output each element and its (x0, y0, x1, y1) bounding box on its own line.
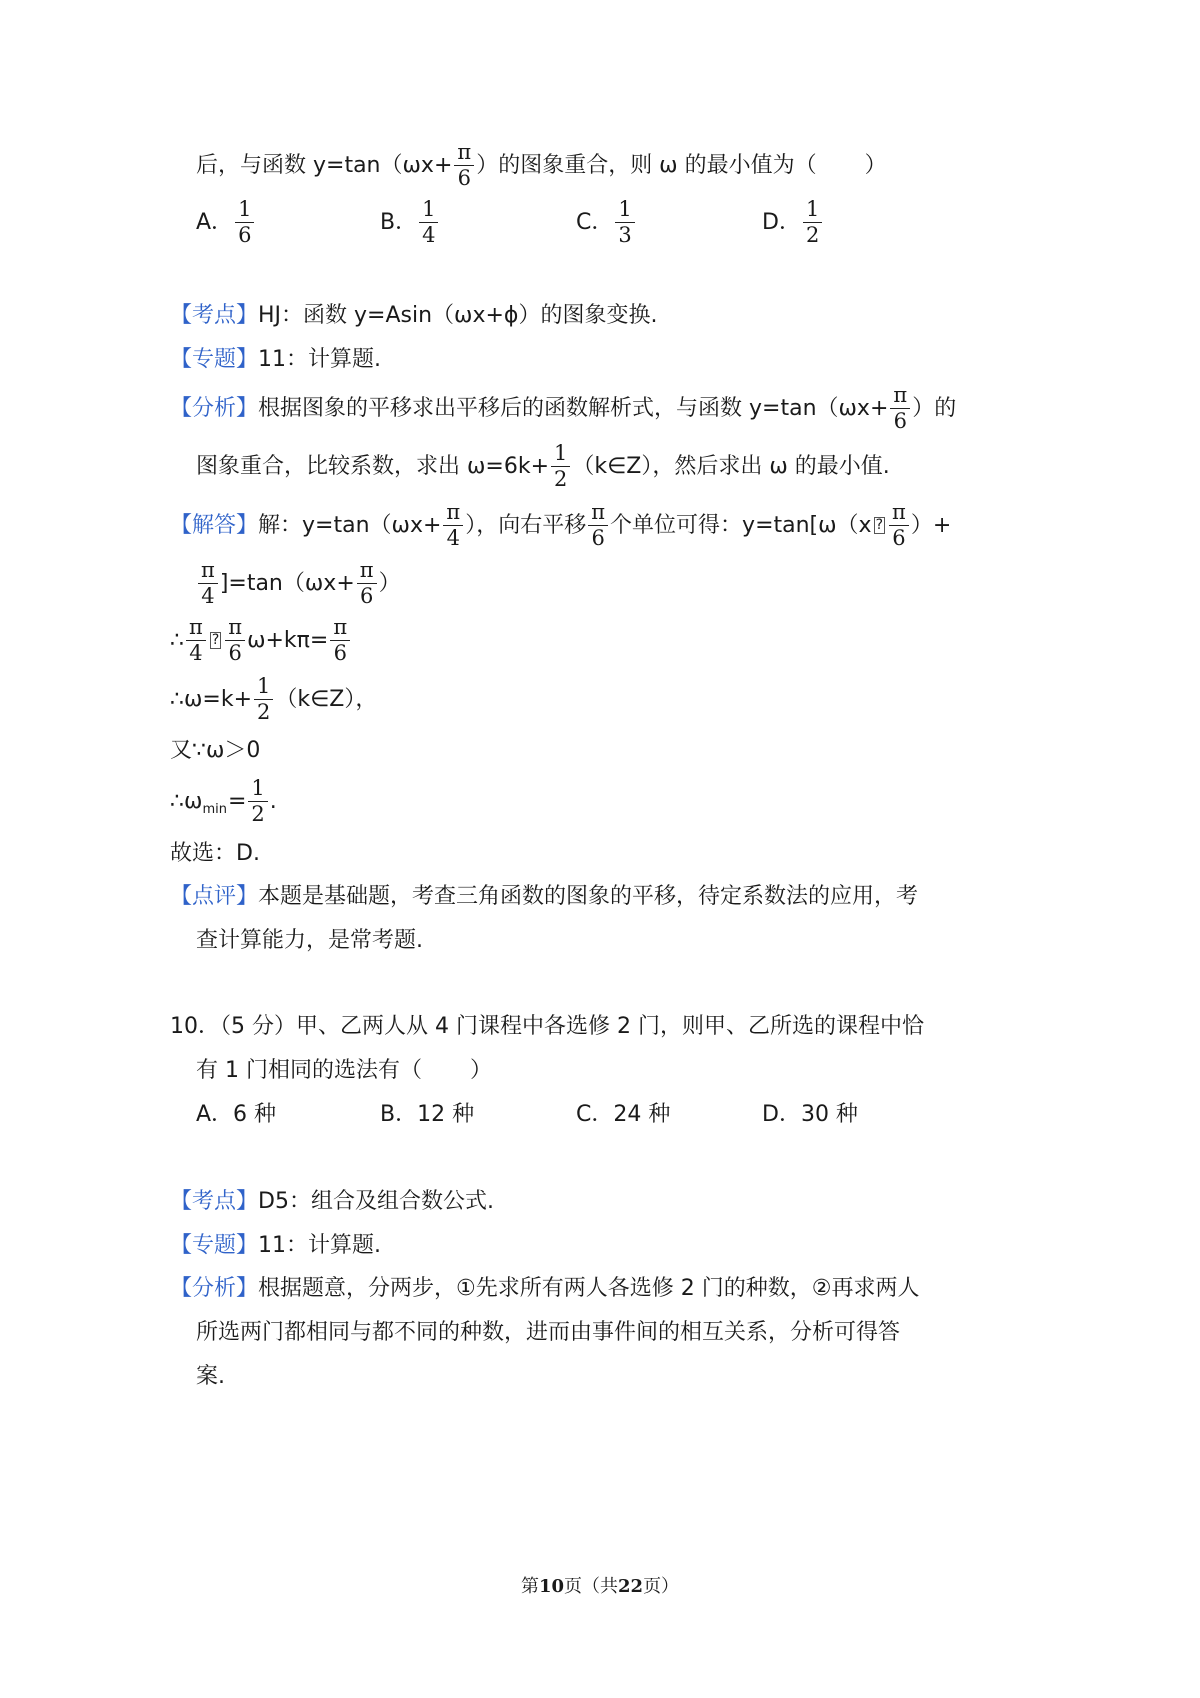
q10-zhuanti: 【专题】 11：计算题. (170, 1233, 382, 1258)
section-tag: 【专题】 (170, 347, 259, 372)
fraction: $\frac{1}{2}$ (248, 778, 267, 825)
fraction: $\frac{1}{4}$ (419, 199, 438, 246)
section-tag: 【考点】 (170, 303, 259, 328)
fraction: $\frac{1}{2}$ (803, 199, 822, 246)
q9-dianping-line-2: 查计算能力，是常考题. (196, 928, 423, 953)
q9-jieda-line-4: ∴ ω=k+ $\frac{1}{2}$ （k∈Z）， (170, 674, 378, 724)
fraction: $\frac{\pi}{6}$ (330, 617, 350, 664)
q9-dianping-line-1: 【点评】 本题是基础题，考查三角函数的图象的平移，待定系数法的应用，考 (170, 884, 919, 909)
q10-option-c: C．24 种 (576, 1102, 671, 1127)
fraction: $\frac{1}{2}$ (254, 676, 273, 723)
page-footer: 第10页（共22页） (520, 1576, 680, 1597)
q9-kaodian: 【考点】 HJ：函数 y=Asin（ωx+ϕ）的图象变换. (170, 303, 658, 328)
q9-zhuanti: 【专题】 11：计算题. (170, 347, 382, 372)
q9-guxuan: 故选：D. (170, 841, 260, 866)
therefore-symbol: ∴ (170, 686, 184, 712)
q9-stem-text-end: ）的图象重合，则 ω 的最小值为（ (476, 152, 817, 178)
page-number: 10 (538, 1576, 564, 1597)
q9-jieda-line-5: 又∵ω＞0 (170, 738, 261, 763)
paren-close: ） (864, 152, 887, 178)
fraction: $\frac{1}{6}$ (235, 199, 254, 246)
section-tag: 【考点】 (170, 1189, 259, 1214)
q9-jieda-line-3: ∴ $\frac{\pi}{4}$ ? $\frac{\pi}{6}$ ω+kπ= $\frac{\pi}{6}$ (170, 617, 352, 664)
q10-kaodian: 【考点】 D5：组合及组合数公式. (170, 1189, 494, 1214)
fraction: $\frac{\pi}{6}$ (225, 617, 245, 664)
q10-stem-line-2: 有 1 门相同的选法有（ ） (196, 1058, 492, 1083)
missing-glyph-icon: ? (211, 631, 220, 648)
q10-fenxi-line-2: 所选两门都相同与都不同的种数，进而由事件间的相互关系，分析可得答 (196, 1320, 901, 1345)
q10-fenxi-line-3: 案. (196, 1364, 225, 1389)
fraction: $\frac{1}{3}$ (615, 199, 634, 246)
fraction: $\frac{\pi}{4}$ (198, 560, 218, 607)
q9-fenxi-line-2: 图象重合，比较系数，求出 ω=6k+ $\frac{1}{2}$ （k∈Z），然后求出 ω 的最小值. (196, 441, 890, 491)
fraction: $\frac{\pi}{6}$ (357, 560, 377, 607)
q10-fenxi-line-1: 【分析】 根据题意，分两步，①先求所有两人各选修 2 门的种数，②再求两人 (170, 1276, 920, 1301)
q10-option-d: D．30 种 (762, 1102, 858, 1127)
q9-fenxi-line-1: 【分析】 根据图象的平移求出平移后的函数解析式，与函数 y=tan（ωx+ $\frac{\pi}{6}$ ）的 (170, 383, 957, 433)
fraction: $\frac{\pi}{4}$ (443, 502, 463, 549)
q9-jieda-line-1: 【解答】 解：y=tan（ωx+ $\frac{\pi}{4}$ ），向右平移 $\frac{\pi}{6}$ 个单位可得：y=tan[ω（x ? $\frac{\pi}{6}$ ）+ (170, 500, 952, 550)
fraction: $\frac{\pi}{6}$ (889, 502, 909, 549)
q9-stem-line (196, 142, 887, 189)
fraction: $\frac{\pi}{4}$ (186, 617, 206, 664)
q9-option-d: D． $\frac{1}{2}$ (762, 199, 824, 246)
q9-option-b: B． $\frac{1}{4}$ (380, 199, 440, 246)
q10-option-a: A．6 种 (196, 1102, 277, 1127)
section-tag: 【专题】 (170, 1233, 259, 1258)
q9-stem-text: 后，与函数 y=tan（ωx+ (196, 152, 453, 178)
q10-option-b: B．12 种 (380, 1102, 475, 1127)
fraction: $\frac{\pi}{6}$ (454, 142, 474, 189)
section-tag: 【分析】 (170, 1276, 259, 1301)
section-tag: 【分析】 (170, 395, 259, 421)
therefore-symbol: ∴ (170, 788, 184, 814)
section-tag: 【点评】 (170, 884, 259, 909)
q9-option-a: A． $\frac{1}{6}$ (196, 199, 256, 246)
q9-option-c: C． $\frac{1}{3}$ (576, 199, 637, 246)
section-tag: 【解答】 (170, 512, 259, 538)
q9-jieda-line-6: ∴ ω min = $\frac{1}{2}$ . (170, 776, 277, 826)
fraction: $\frac{\pi}{6}$ (890, 385, 910, 432)
fraction: $\frac{\pi}{6}$ (588, 502, 608, 549)
paren-close: ） (469, 1058, 492, 1083)
page-total: 22 (618, 1576, 644, 1597)
fraction: $\frac{1}{2}$ (551, 443, 570, 490)
q9-jieda-line-2: $\frac{\pi}{4}$ ]=tan（ωx+ $\frac{\pi}{6}$ ） (196, 560, 401, 607)
missing-glyph-icon: ? (875, 516, 884, 533)
therefore-symbol: ∴ (170, 627, 184, 653)
q10-stem-line-1: 10．（5 分）甲、乙两人从 4 门课程中各选修 2 门，则甲、乙所选的课程中恰 (170, 1014, 924, 1039)
